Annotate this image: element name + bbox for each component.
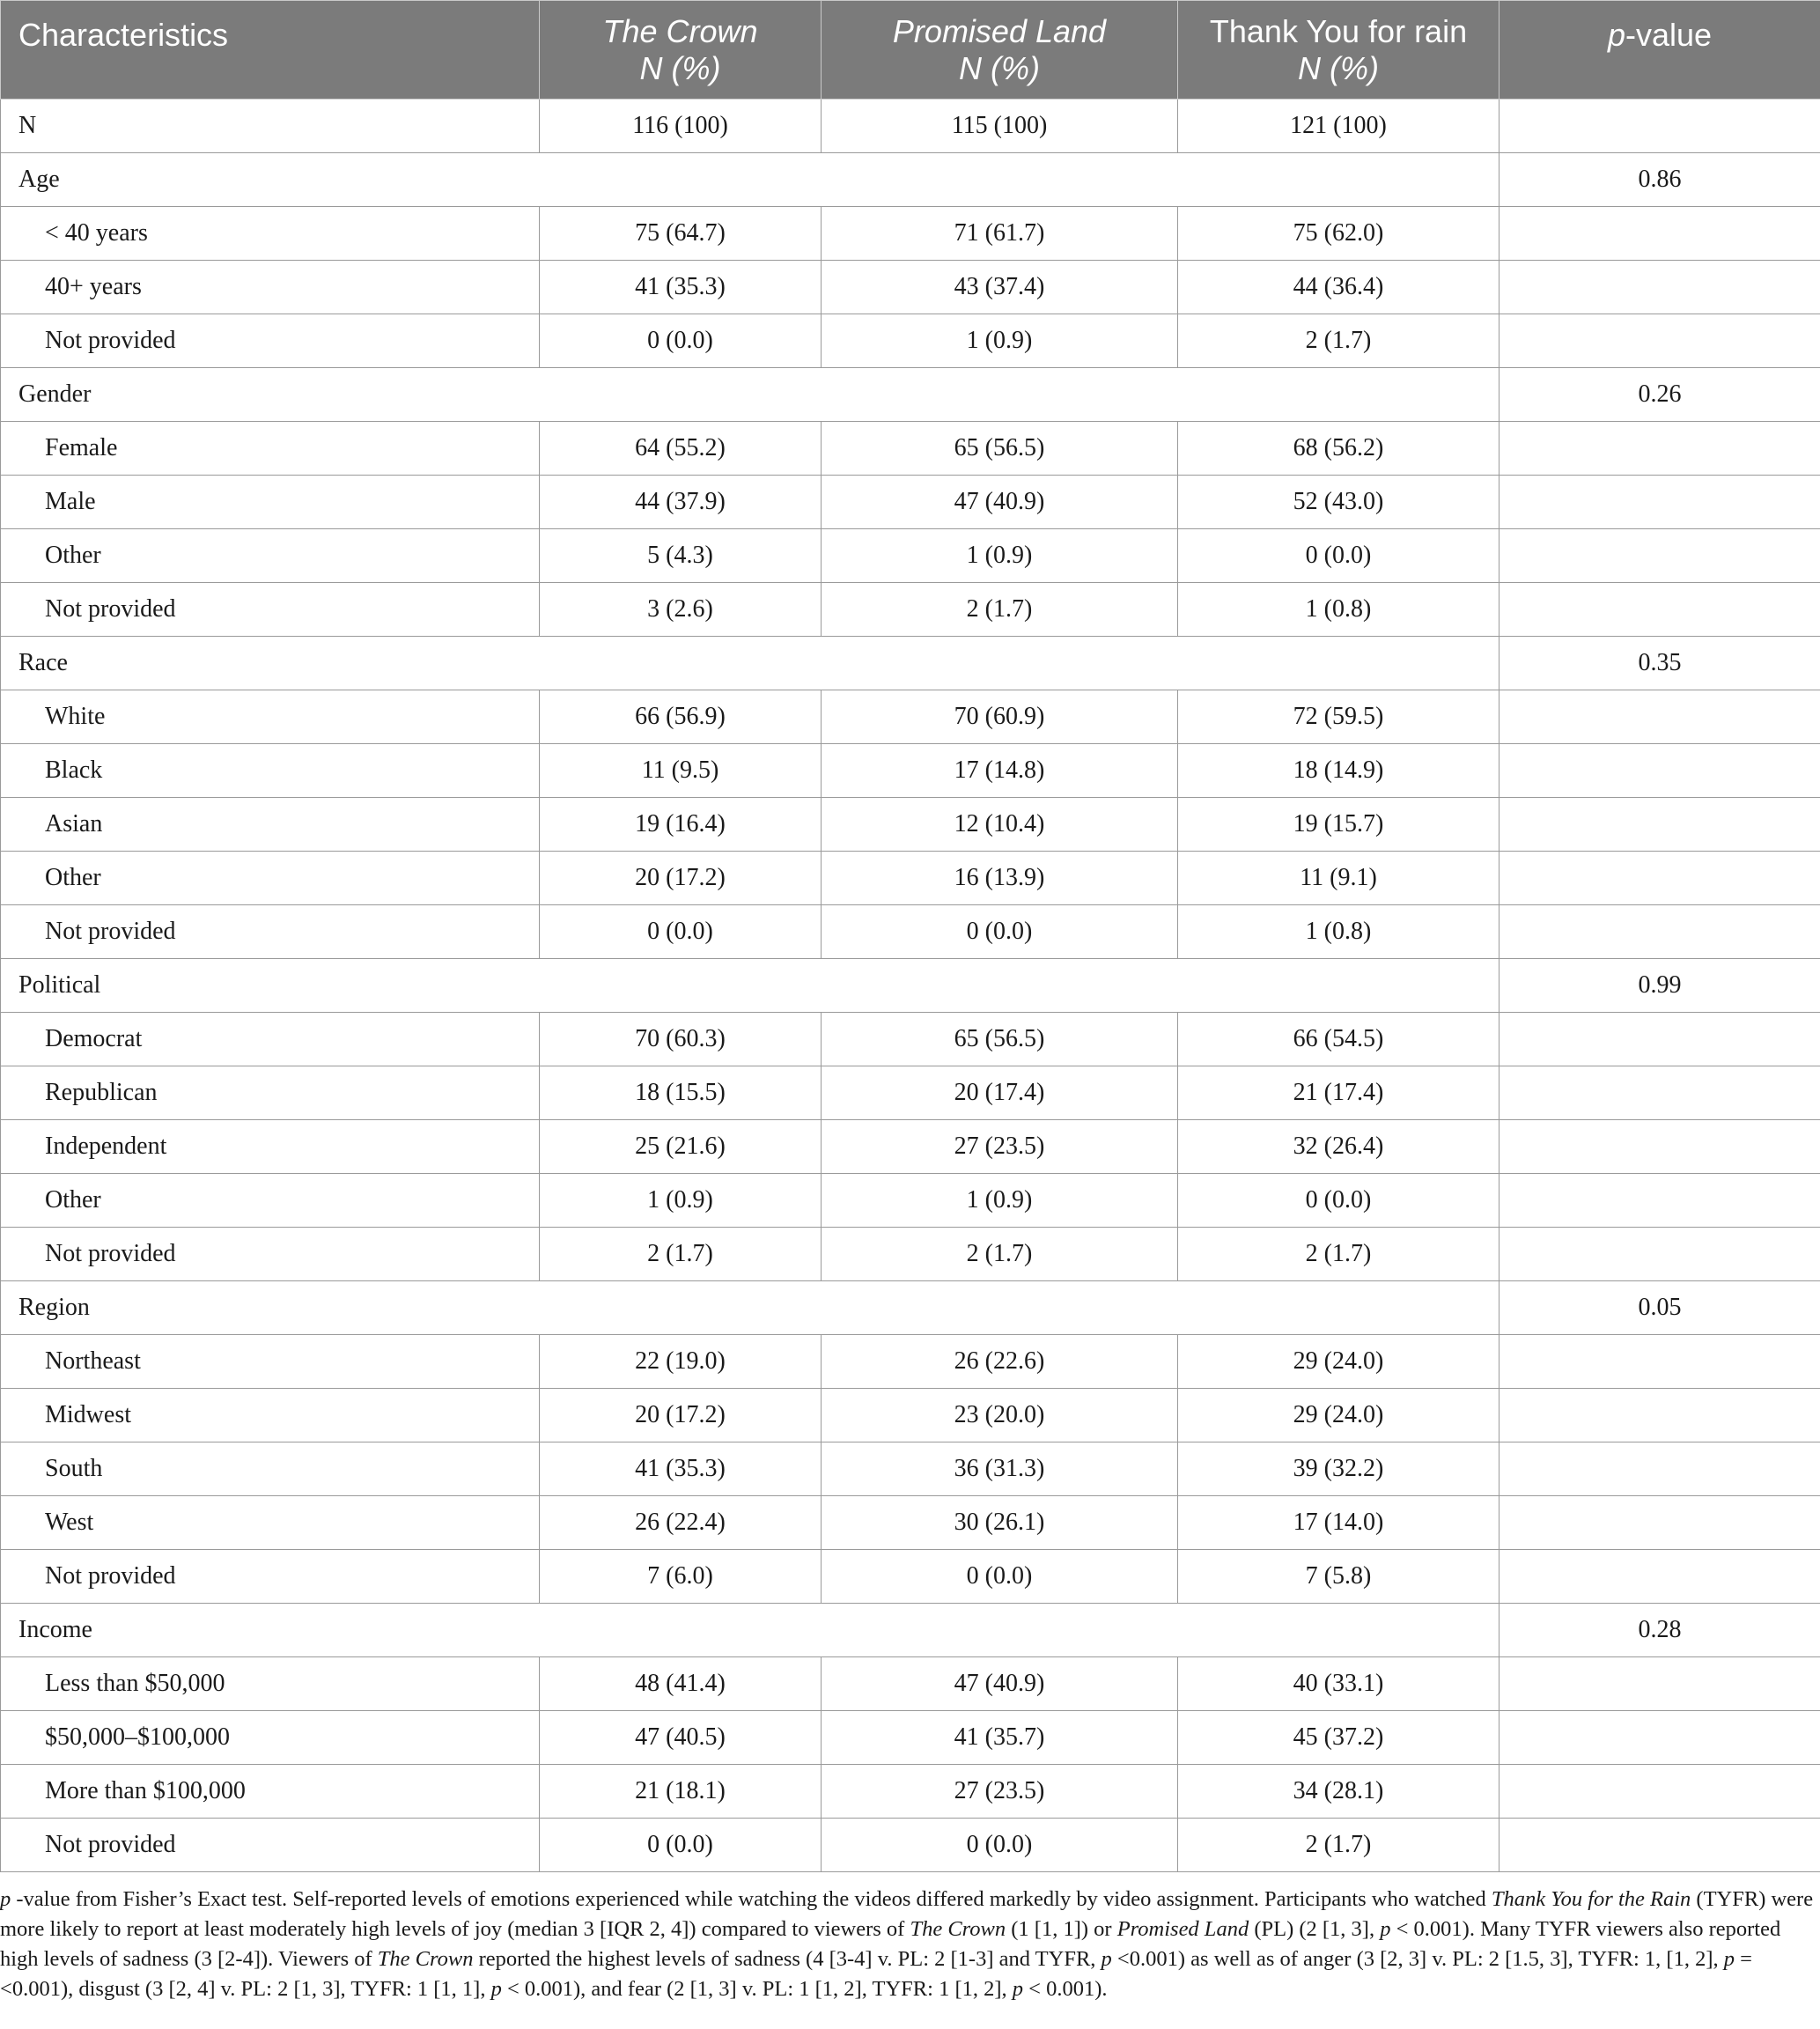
promised-land-cell: 27 (23.5) <box>822 1120 1178 1174</box>
table-row <box>1 1389 1820 1442</box>
group-spacer <box>540 1604 1499 1657</box>
thank-you-for-rain-cell: 39 (32.2) <box>1178 1442 1499 1496</box>
footnote-p: p <box>1723 1947 1735 1971</box>
table-footnote <box>0 1885 1814 2004</box>
p-value-cell <box>1499 529 1820 583</box>
p-value-cell <box>1499 1496 1820 1550</box>
table-row <box>1 905 1820 959</box>
the-crown-cell: 3 (2.6) <box>540 583 822 637</box>
promised-land-cell: 26 (22.6) <box>822 1335 1178 1389</box>
row-label: Asian <box>1 798 540 852</box>
table-row <box>1 1711 1820 1765</box>
thank-you-for-rain-cell: 32 (26.4) <box>1178 1120 1499 1174</box>
group-spacer <box>540 637 1499 690</box>
thank-you-for-rain-cell: 72 (59.5) <box>1178 690 1499 744</box>
table-row <box>1 744 1820 798</box>
the-crown-cell: 20 (17.2) <box>540 1389 822 1442</box>
thank-you-for-rain-cell: 34 (28.1) <box>1178 1765 1499 1819</box>
promised-land-cell: 115 (100) <box>822 100 1178 153</box>
footnote-crown-title: The Crown <box>910 1917 1006 1941</box>
row-label: Not provided <box>1 1550 540 1604</box>
promised-land-cell: 12 (10.4) <box>822 798 1178 852</box>
table-row <box>1 1550 1820 1604</box>
thank-you-for-rain-cell: 18 (14.9) <box>1178 744 1499 798</box>
table-row <box>1 798 1820 852</box>
footnote-seg6: reported the highest levels of sadness (4 [3-4] v. PL: 2 [1-3] and TYFR, <box>473 1947 1102 1971</box>
promised-land-cell: 2 (1.7) <box>822 1228 1178 1281</box>
the-crown-cell: 47 (40.5) <box>540 1711 822 1765</box>
thank-you-for-rain-cell: 52 (43.0) <box>1178 476 1499 529</box>
promised-land-cell: 71 (61.7) <box>822 207 1178 261</box>
the-crown-cell: 5 (4.3) <box>540 529 822 583</box>
promised-land-cell: 0 (0.0) <box>822 1819 1178 1872</box>
thank-you-for-rain-cell: 40 (33.1) <box>1178 1657 1499 1711</box>
row-label: Northeast <box>1 1335 540 1389</box>
the-crown-cell: 0 (0.0) <box>540 905 822 959</box>
the-crown-cell: 19 (16.4) <box>540 798 822 852</box>
thank-you-for-rain-cell: 17 (14.0) <box>1178 1496 1499 1550</box>
thank-you-for-rain-cell: 45 (37.2) <box>1178 1711 1499 1765</box>
footnote-seg10: < 0.001). <box>1023 1977 1108 2001</box>
the-crown-cell: 1 (0.9) <box>540 1174 822 1228</box>
header-promised-land-sub: N (%) <box>959 49 1040 86</box>
group-spacer <box>540 153 1499 207</box>
thank-you-for-rain-cell: 0 (0.0) <box>1178 529 1499 583</box>
thank-you-for-rain-cell: 2 (1.7) <box>1178 314 1499 368</box>
table-row <box>1 1174 1820 1228</box>
row-label: South <box>1 1442 540 1496</box>
header-p-letter: p <box>1607 17 1625 53</box>
the-crown-cell: 7 (6.0) <box>540 1550 822 1604</box>
thank-you-for-rain-cell: 75 (62.0) <box>1178 207 1499 261</box>
footnote-seg8: = <0.001), disgust (3 [2, 4] v. PL: 2 [1, 3], TYFR: 1 [1, 1], <box>0 1947 1752 2001</box>
header-p-value <box>1499 1 1820 100</box>
the-crown-cell: 18 (15.5) <box>540 1066 822 1120</box>
p-value-cell <box>1499 1442 1820 1496</box>
table-group-row <box>1 1281 1820 1335</box>
promised-land-cell: 1 (0.9) <box>822 1174 1178 1228</box>
row-label: Not provided <box>1 314 540 368</box>
footnote-seg4: (PL) (2 [1, 3], <box>1249 1917 1381 1941</box>
table-row <box>1 476 1820 529</box>
p-value-cell <box>1499 1819 1820 1872</box>
p-value-cell <box>1499 690 1820 744</box>
header-the-crown <box>540 1 822 100</box>
header-thank-you-for-rain <box>1178 1 1499 100</box>
group-spacer <box>540 368 1499 422</box>
header-promised-land <box>822 1 1178 100</box>
thank-you-for-rain-cell: 0 (0.0) <box>1178 1174 1499 1228</box>
row-label: Not provided <box>1 905 540 959</box>
table-row <box>1 1066 1820 1120</box>
promised-land-cell: 47 (40.9) <box>822 1657 1178 1711</box>
footnote-seg3: (1 [1, 1]) or <box>1006 1917 1117 1941</box>
promised-land-cell: 47 (40.9) <box>822 476 1178 529</box>
p-value-cell <box>1499 1228 1820 1281</box>
group-label: Income <box>1 1604 540 1657</box>
thank-you-for-rain-cell: 7 (5.8) <box>1178 1550 1499 1604</box>
table-row <box>1 422 1820 476</box>
thank-you-for-rain-cell: 1 (0.8) <box>1178 583 1499 637</box>
p-value-cell: 0.28 <box>1499 1604 1820 1657</box>
promised-land-cell: 70 (60.9) <box>822 690 1178 744</box>
the-crown-cell: 22 (19.0) <box>540 1335 822 1389</box>
row-label: 40+ years <box>1 261 540 314</box>
the-crown-cell: 75 (64.7) <box>540 207 822 261</box>
footnote-seg2: (TYFR) were more likely to report at least moderately high levels of joy (median 3 [IQR 2, 4]) compared to viewers of <box>0 1887 1814 1941</box>
promised-land-cell: 0 (0.0) <box>822 905 1178 959</box>
thank-you-for-rain-cell: 68 (56.2) <box>1178 422 1499 476</box>
footnote-tyfr-title: Thank You for the Rain <box>1491 1887 1691 1911</box>
table-row <box>1 1496 1820 1550</box>
table-row <box>1 1819 1820 1872</box>
promised-land-cell: 17 (14.8) <box>822 744 1178 798</box>
row-label: Other <box>1 1174 540 1228</box>
p-value-cell <box>1499 1765 1820 1819</box>
p-value-cell <box>1499 1657 1820 1711</box>
table-row <box>1 1442 1820 1496</box>
promised-land-cell: 27 (23.5) <box>822 1765 1178 1819</box>
p-value-cell: 0.26 <box>1499 368 1820 422</box>
table-body <box>1 100 1820 1872</box>
the-crown-cell: 0 (0.0) <box>540 314 822 368</box>
row-label: Not provided <box>1 1819 540 1872</box>
table-group-row <box>1 959 1820 1013</box>
p-value-cell <box>1499 1013 1820 1066</box>
table-group-row <box>1 153 1820 207</box>
row-label: Not provided <box>1 1228 540 1281</box>
table-header <box>1 1 1820 100</box>
the-crown-cell: 116 (100) <box>540 100 822 153</box>
thank-you-for-rain-cell: 1 (0.8) <box>1178 905 1499 959</box>
table-row <box>1 100 1820 153</box>
table-row <box>1 1335 1820 1389</box>
footnote-crown-title: The Crown <box>377 1947 474 1971</box>
the-crown-cell: 20 (17.2) <box>540 852 822 905</box>
table-group-row <box>1 637 1820 690</box>
thank-you-for-rain-cell: 121 (100) <box>1178 100 1499 153</box>
header-thank-you-for-rain-title: Thank You for rain <box>1209 12 1468 49</box>
promised-land-cell: 43 (37.4) <box>822 261 1178 314</box>
promised-land-cell: 41 (35.7) <box>822 1711 1178 1765</box>
the-crown-cell: 70 (60.3) <box>540 1013 822 1066</box>
footnote-p: p <box>0 1887 11 1911</box>
p-value-cell <box>1499 798 1820 852</box>
promised-land-cell: 30 (26.1) <box>822 1496 1178 1550</box>
table-group-row <box>1 1604 1820 1657</box>
p-value-cell: 0.86 <box>1499 153 1820 207</box>
p-value-cell <box>1499 583 1820 637</box>
p-value-cell <box>1499 1066 1820 1120</box>
p-value-cell <box>1499 1389 1820 1442</box>
row-label: Other <box>1 529 540 583</box>
thank-you-for-rain-cell: 29 (24.0) <box>1178 1335 1499 1389</box>
header-promised-land-title: Promised Land <box>892 12 1107 49</box>
the-crown-cell: 11 (9.5) <box>540 744 822 798</box>
promised-land-cell: 23 (20.0) <box>822 1389 1178 1442</box>
row-label: Democrat <box>1 1013 540 1066</box>
footnote-p: p <box>1101 1947 1112 1971</box>
table-row <box>1 1765 1820 1819</box>
table-row <box>1 1013 1820 1066</box>
footnote-seg7: <0.001) as well as of anger (3 [2, 3] v. PL: 2 [1.5, 3], TYFR: 1, [1, 2], <box>1111 1947 1724 1971</box>
row-label: White <box>1 690 540 744</box>
row-label: Not provided <box>1 583 540 637</box>
p-value-cell <box>1499 422 1820 476</box>
p-value-cell <box>1499 100 1820 153</box>
p-value-cell <box>1499 905 1820 959</box>
footnote-seg9: < 0.001), and fear (2 [1, 3] v. PL: 1 [1, 2], TYFR: 1 [1, 2], <box>501 1977 1013 2001</box>
header-the-crown-title: The Crown <box>602 12 758 49</box>
the-crown-cell: 41 (35.3) <box>540 261 822 314</box>
table-row <box>1 314 1820 368</box>
footnote-p: p <box>490 1977 502 2001</box>
p-value-cell <box>1499 476 1820 529</box>
promised-land-cell: 65 (56.5) <box>822 1013 1178 1066</box>
row-label: West <box>1 1496 540 1550</box>
promised-land-cell: 1 (0.9) <box>822 529 1178 583</box>
p-value-cell <box>1499 744 1820 798</box>
thank-you-for-rain-cell: 21 (17.4) <box>1178 1066 1499 1120</box>
footnote-seg5: < 0.001). Many TYFR viewers also reported high levels of sadness (3 [2-4]). Viewers of <box>0 1917 1781 1971</box>
header-p-rest: -value <box>1625 17 1713 53</box>
row-label: Female <box>1 422 540 476</box>
the-crown-cell: 64 (55.2) <box>540 422 822 476</box>
row-label: More than $100,000 <box>1 1765 540 1819</box>
p-value-cell <box>1499 314 1820 368</box>
thank-you-for-rain-cell: 29 (24.0) <box>1178 1389 1499 1442</box>
group-label: Race <box>1 637 540 690</box>
promised-land-cell: 2 (1.7) <box>822 583 1178 637</box>
header-the-crown-sub: N (%) <box>639 49 721 86</box>
p-value-cell <box>1499 1120 1820 1174</box>
group-spacer <box>540 959 1499 1013</box>
row-label: Midwest <box>1 1389 540 1442</box>
p-value-cell <box>1499 261 1820 314</box>
row-label: Independent <box>1 1120 540 1174</box>
p-value-cell <box>1499 1550 1820 1604</box>
thank-you-for-rain-cell: 2 (1.7) <box>1178 1819 1499 1872</box>
promised-land-cell: 20 (17.4) <box>822 1066 1178 1120</box>
header-thank-you-for-rain-sub: N (%) <box>1298 49 1379 86</box>
table-row <box>1 207 1820 261</box>
the-crown-cell: 48 (41.4) <box>540 1657 822 1711</box>
p-value-cell <box>1499 852 1820 905</box>
row-label: Black <box>1 744 540 798</box>
table-row <box>1 1228 1820 1281</box>
group-spacer <box>540 1281 1499 1335</box>
thank-you-for-rain-cell: 2 (1.7) <box>1178 1228 1499 1281</box>
thank-you-for-rain-cell: 44 (36.4) <box>1178 261 1499 314</box>
table-group-row <box>1 368 1820 422</box>
the-crown-cell: 44 (37.9) <box>540 476 822 529</box>
footnote-pl-title: Promised Land <box>1116 1917 1249 1941</box>
p-value-cell <box>1499 1174 1820 1228</box>
row-label: N <box>1 100 540 153</box>
row-label: $50,000–$100,000 <box>1 1711 540 1765</box>
footnote-p: p <box>1380 1917 1391 1941</box>
table-row <box>1 529 1820 583</box>
promised-land-cell: 1 (0.9) <box>822 314 1178 368</box>
the-crown-cell: 21 (18.1) <box>540 1765 822 1819</box>
group-label: Age <box>1 153 540 207</box>
footnote-p: p <box>1012 1977 1024 2001</box>
p-value-cell: 0.99 <box>1499 959 1820 1013</box>
header-characteristics: Characteristics <box>1 1 540 100</box>
row-label: Other <box>1 852 540 905</box>
the-crown-cell: 25 (21.6) <box>540 1120 822 1174</box>
promised-land-cell: 65 (56.5) <box>822 422 1178 476</box>
table-row <box>1 690 1820 744</box>
thank-you-for-rain-cell: 66 (54.5) <box>1178 1013 1499 1066</box>
row-label: Less than $50,000 <box>1 1657 540 1711</box>
p-value-cell: 0.05 <box>1499 1281 1820 1335</box>
promised-land-cell: 36 (31.3) <box>822 1442 1178 1496</box>
promised-land-cell: 16 (13.9) <box>822 852 1178 905</box>
table-row <box>1 1657 1820 1711</box>
promised-land-cell: 0 (0.0) <box>822 1550 1178 1604</box>
row-label: < 40 years <box>1 207 540 261</box>
p-value-cell <box>1499 207 1820 261</box>
group-label: Region <box>1 1281 540 1335</box>
p-value-cell <box>1499 1711 1820 1765</box>
table-row <box>1 261 1820 314</box>
the-crown-cell: 2 (1.7) <box>540 1228 822 1281</box>
row-label: Republican <box>1 1066 540 1120</box>
row-label: Male <box>1 476 540 529</box>
the-crown-cell: 41 (35.3) <box>540 1442 822 1496</box>
the-crown-cell: 26 (22.4) <box>540 1496 822 1550</box>
footnote-seg1: -value from Fisher’s Exact test. Self-reported levels of emotions experienced while watching the videos differed markedly by video assignment. Participants who watched <box>11 1887 1492 1911</box>
table-row <box>1 583 1820 637</box>
p-value-cell <box>1499 1335 1820 1389</box>
the-crown-cell: 0 (0.0) <box>540 1819 822 1872</box>
group-label: Gender <box>1 368 540 422</box>
table-row <box>1 852 1820 905</box>
table-row <box>1 1120 1820 1174</box>
thank-you-for-rain-cell: 11 (9.1) <box>1178 852 1499 905</box>
group-label: Political <box>1 959 540 1013</box>
thank-you-for-rain-cell: 19 (15.7) <box>1178 798 1499 852</box>
the-crown-cell: 66 (56.9) <box>540 690 822 744</box>
p-value-cell: 0.35 <box>1499 637 1820 690</box>
